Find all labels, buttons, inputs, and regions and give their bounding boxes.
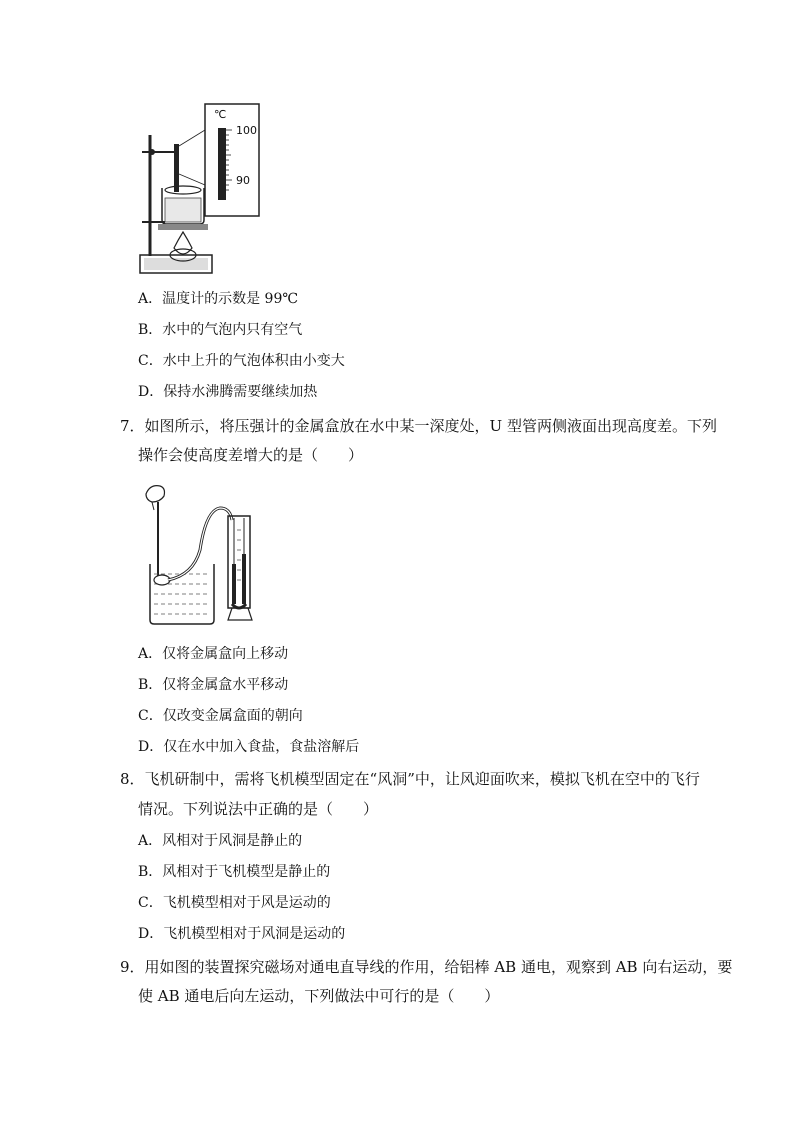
q8-option-c: C．飞机模型相对于风是运动的 (138, 895, 331, 911)
q6-option-d: D．保持水沸腾需要继续加热 (138, 384, 318, 400)
q6-option-a: A．温度计的示数是 99℃ (138, 291, 299, 307)
q7-stem-line1: 7．如图所示，将压强计的金属盒放在水中某一深度处，U 型管两侧液面出现高度差。下列 (120, 417, 717, 435)
pressure-gauge-figure (138, 480, 260, 628)
q7-option-b: B．仅将金属盒水平移动 (138, 677, 289, 693)
q6-option-c: C．水中上升的气泡体积由小变大 (138, 353, 345, 369)
q8-stem-line1: 8．飞机研制中，需将飞机模型固定在“风洞”中，让风迎面吹来，模拟飞机在空中的飞行 (120, 770, 700, 788)
thermometer-unit: ℃ (214, 108, 227, 121)
q9-stem-line1: 9．用如图的装置探究磁场对通电直导线的作用，给铝棒 AB 通电，观察到 AB 向右运动，要 (120, 958, 733, 976)
q7-stem-line2: 操作会使高度差增大的是（ ） (138, 446, 364, 464)
q8-option-a: A．风相对于风洞是静止的 (138, 833, 303, 849)
q7-option-c: C．仅改变金属盒面的朝向 (138, 708, 303, 724)
q8-option-b: B．风相对于飞机模型是静止的 (138, 864, 331, 880)
thermometer-mark-90: 90 (236, 174, 250, 187)
thermometer-mark-100: 100 (236, 124, 257, 137)
q8-option-d: D．飞机模型相对于风洞是运动的 (138, 926, 346, 942)
q9-stem-line2: 使 AB 通电后向左运动，下列做法中可行的是（ ） (138, 987, 500, 1005)
q8-stem-line2: 情况。下列说法中正确的是（ ） (138, 800, 379, 818)
q7-option-a: A．仅将金属盒向上移动 (138, 646, 289, 662)
q7-option-d: D．仅在水中加入食盐，食盐溶解后 (138, 739, 360, 755)
q6-option-b: B．水中的气泡内只有空气 (138, 322, 303, 338)
